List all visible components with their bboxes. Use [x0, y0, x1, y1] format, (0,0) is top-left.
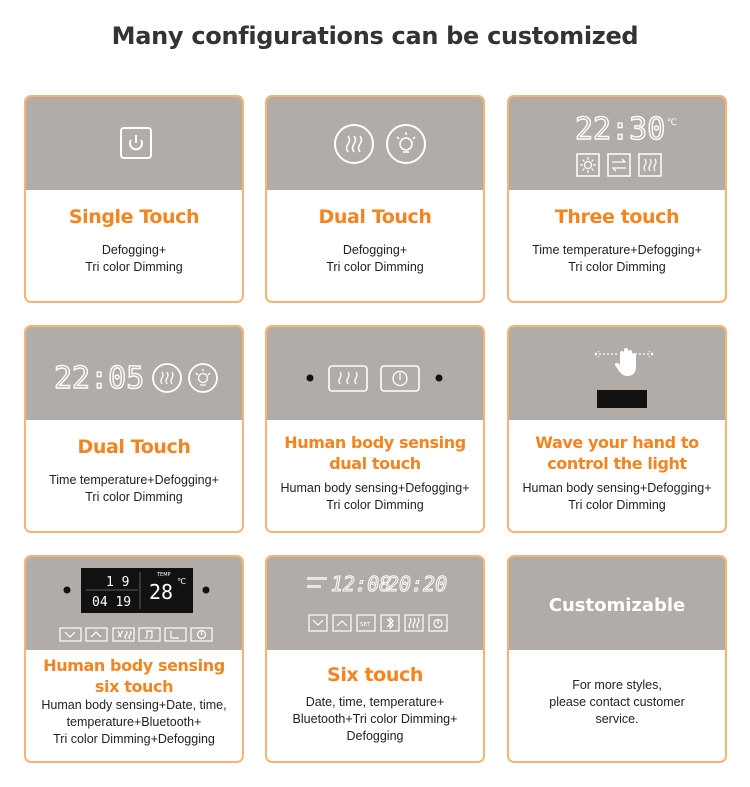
card-desc-line: Human body sensing+Date, time,	[41, 698, 227, 712]
set-label: SET	[360, 622, 371, 628]
card-desc-line: Defogging+	[342, 243, 408, 257]
card-desc-line: temperature+Bluetooth+	[66, 715, 202, 729]
card-panel	[267, 97, 483, 190]
card-human-sensing-dual	[265, 325, 485, 533]
card-three-touch	[507, 95, 727, 303]
card-desc-line: Tri color Dimming+Defogging	[53, 732, 215, 746]
card-panel	[26, 557, 242, 650]
sun-icon	[577, 154, 599, 176]
wave-hand-icon	[595, 348, 653, 376]
card-title: six touch	[94, 677, 174, 696]
card-desc-line: Bluetooth+Tri color Dimming+	[292, 712, 458, 726]
card-dual-touch	[265, 95, 485, 303]
defog-icon	[153, 364, 181, 392]
page-title: Many configurations can be customized	[111, 22, 639, 50]
card-desc-line: Time temperature+Defogging+	[49, 473, 219, 487]
power-button-icon	[26, 97, 244, 190]
card-title: Dual Touch	[77, 436, 191, 458]
card-title: Single Touch	[68, 206, 200, 228]
card-title: dual touch	[329, 454, 421, 473]
card-customizable	[507, 555, 727, 763]
light-bulb-icon	[189, 364, 217, 392]
card-title: Customizable	[548, 595, 686, 616]
card-six-touch	[265, 555, 485, 763]
card-desc-line: Defogging+	[101, 243, 167, 257]
date-top: 1 9	[106, 575, 130, 590]
defog-icon	[335, 125, 373, 163]
power-icon	[381, 366, 419, 391]
card-panel	[509, 97, 725, 190]
card-title: Six touch	[327, 664, 423, 686]
light-bulb-icon	[387, 125, 425, 163]
defog-icon	[639, 154, 661, 176]
card-human-sensing-six	[24, 555, 244, 763]
card-desc-line: please contact customer	[549, 695, 685, 709]
sensor-dot	[436, 375, 443, 382]
time-display-2: 20:20	[387, 572, 448, 596]
card-desc-line: Tri color Dimming	[568, 260, 666, 274]
swap-icon	[608, 154, 630, 176]
card-title: Human body sensing	[284, 433, 466, 452]
card-dual-touch-time	[24, 325, 244, 533]
sensor-dot	[64, 587, 71, 594]
card-desc-line: service.	[595, 712, 639, 726]
temp-label: TEMP	[157, 572, 171, 578]
time-display: 22:05	[54, 361, 145, 396]
card-single-touch	[24, 95, 244, 303]
down-arrow-icon	[309, 615, 327, 631]
time-display: 22:30	[575, 112, 666, 147]
card-panel	[267, 557, 483, 650]
card-title: control the light	[547, 454, 687, 473]
sensor-dot	[307, 375, 314, 382]
card-desc-line: Human body sensing+Defogging+	[522, 481, 712, 495]
card-panel	[26, 97, 242, 190]
card-panel	[26, 327, 242, 420]
temp-unit: ℃	[177, 577, 186, 586]
temp-value: 28	[149, 580, 174, 604]
card-title: Wave your hand to	[535, 433, 699, 452]
card-title: Human body sensing	[43, 656, 225, 675]
card-title: Dual Touch	[318, 206, 432, 228]
down-arrow-icon	[60, 628, 81, 641]
card-panel	[509, 327, 725, 420]
card-wave-hand	[507, 325, 727, 533]
up-arrow-icon	[86, 628, 107, 641]
time-display-1: 12:08	[331, 572, 392, 596]
card-desc-line: Human body sensing+Defogging+	[280, 481, 470, 495]
card-desc-line: Defogging	[346, 729, 404, 743]
light-mode-icon	[165, 628, 186, 641]
card-title: Three touch	[554, 206, 680, 228]
up-arrow-icon	[333, 615, 351, 631]
card-desc-line: For more styles,	[572, 678, 662, 692]
card-desc-line: Time temperature+Defogging+	[532, 243, 702, 257]
card-desc-line: Tri color Dimming	[326, 260, 424, 274]
sensor-window	[597, 390, 647, 408]
card-panel	[267, 327, 483, 420]
date-bottom: 04 19	[92, 595, 132, 610]
temp-unit: ℃	[667, 118, 678, 128]
card-desc-line: Tri color Dimming	[568, 498, 666, 512]
card-desc-line: Tri color Dimming	[326, 498, 424, 512]
card-desc-line: Date, time, temperature+	[305, 695, 445, 709]
music-icon	[139, 628, 160, 641]
defog-icon	[329, 366, 367, 391]
card-panel	[509, 557, 725, 650]
card-desc-line: Tri color Dimming	[85, 260, 183, 274]
card-desc-line: Tri color Dimming	[85, 490, 183, 504]
sensor-dot	[203, 587, 210, 594]
